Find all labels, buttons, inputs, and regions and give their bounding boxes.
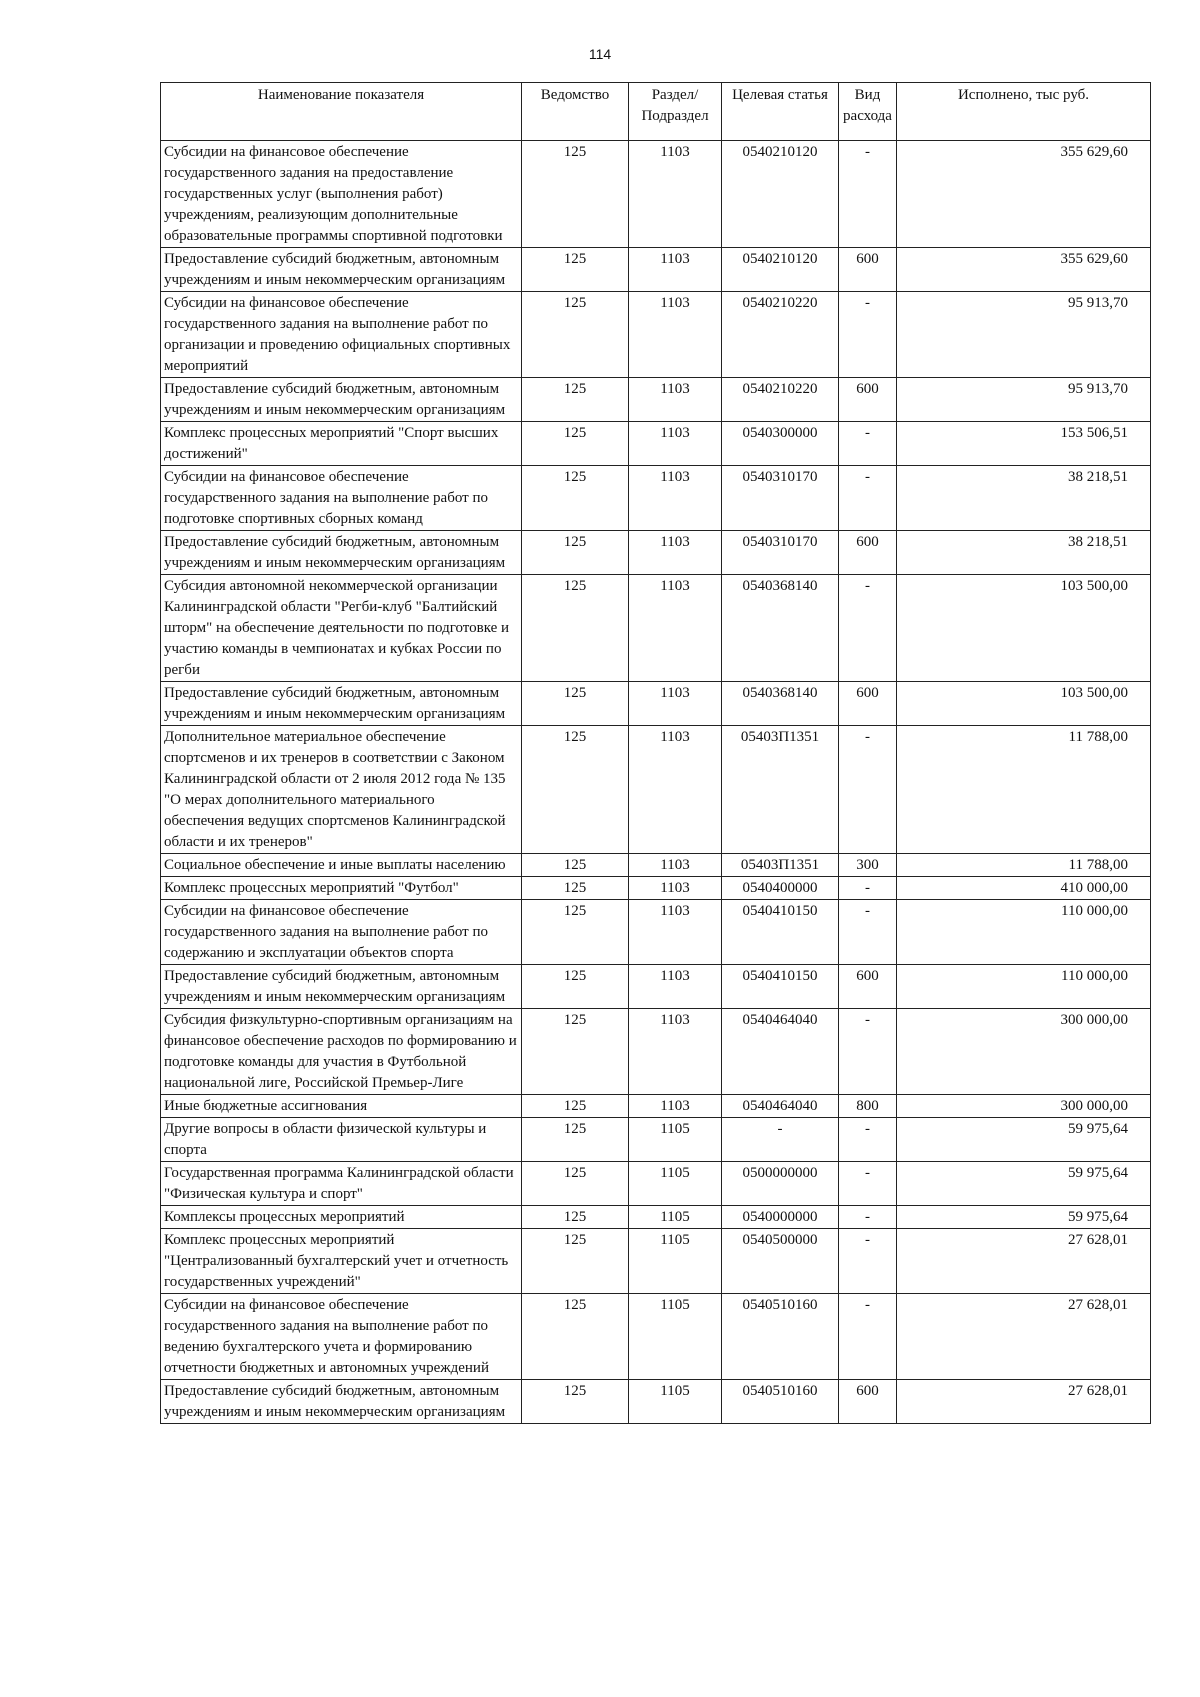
cell-dept: 125 <box>522 1095 629 1118</box>
cell-name: Субсидии на финансовое обеспечение государственного задания на выполнение работ по организации и проведению официальных спортивных мероприятий <box>161 292 522 378</box>
cell-amount: 27 628,01 <box>897 1229 1151 1294</box>
cell-expense: 300 <box>839 854 897 877</box>
table-row <box>161 877 1151 900</box>
cell-amount: 38 218,51 <box>897 466 1151 531</box>
cell-name: Комплекс процессных мероприятий "Спорт высших достижений" <box>161 422 522 466</box>
cell-expense: - <box>839 1229 897 1294</box>
cell-section: 1105 <box>629 1229 722 1294</box>
cell-name: Комплекс процессных мероприятий "Централизованный бухгалтерский учет и отчетность государственных учреждений" <box>161 1229 522 1294</box>
table-row <box>161 1380 1151 1424</box>
cell-target: 0540210120 <box>722 248 839 292</box>
table-row <box>161 900 1151 965</box>
cell-dept: 125 <box>522 965 629 1009</box>
cell-section: 1103 <box>629 531 722 575</box>
table-row <box>161 854 1151 877</box>
cell-name: Субсидия физкультурно-спортивным организациям на финансовое обеспечение расходов по формированию и подготовке команды для участия в Футбольной национальной лиге, Российской Премьер-Лиге <box>161 1009 522 1095</box>
cell-amount: 95 913,70 <box>897 292 1151 378</box>
cell-target: 0540210220 <box>722 378 839 422</box>
cell-expense: - <box>839 575 897 682</box>
cell-amount: 59 975,64 <box>897 1206 1151 1229</box>
table-row <box>161 531 1151 575</box>
cell-dept: 125 <box>522 1206 629 1229</box>
cell-dept: 125 <box>522 1118 629 1162</box>
table-row <box>161 141 1151 248</box>
cell-target: 0540000000 <box>722 1206 839 1229</box>
cell-amount: 103 500,00 <box>897 682 1151 726</box>
cell-expense: 600 <box>839 531 897 575</box>
cell-name: Субсидии на финансовое обеспечение государственного задания на выполнение работ по содержанию и эксплуатации объектов спорта <box>161 900 522 965</box>
table-row <box>161 378 1151 422</box>
cell-expense: - <box>839 422 897 466</box>
cell-amount: 95 913,70 <box>897 378 1151 422</box>
cell-section: 1103 <box>629 877 722 900</box>
table-row <box>161 726 1151 854</box>
cell-target: 0540510160 <box>722 1380 839 1424</box>
cell-dept: 125 <box>522 575 629 682</box>
cell-dept: 125 <box>522 292 629 378</box>
cell-target: 0540210120 <box>722 141 839 248</box>
cell-section: 1103 <box>629 466 722 531</box>
cell-expense: - <box>839 141 897 248</box>
cell-target: 0540464040 <box>722 1095 839 1118</box>
cell-section: 1103 <box>629 726 722 854</box>
cell-name: Субсидии на финансовое обеспечение государственного задания на выполнение работ по ведению бухгалтерского учета и формированию отчетности бюджетных и автономных учреждений <box>161 1294 522 1380</box>
cell-target: 0540210220 <box>722 292 839 378</box>
cell-name: Предоставление субсидий бюджетным, автономным учреждениям и иным некоммерческим организациям <box>161 378 522 422</box>
cell-dept: 125 <box>522 466 629 531</box>
table-row <box>161 466 1151 531</box>
cell-amount: 300 000,00 <box>897 1095 1151 1118</box>
cell-expense: - <box>839 292 897 378</box>
cell-section: 1105 <box>629 1118 722 1162</box>
cell-section: 1103 <box>629 854 722 877</box>
cell-expense: 600 <box>839 378 897 422</box>
budget-table <box>160 82 1151 1424</box>
cell-target: 0540464040 <box>722 1009 839 1095</box>
cell-target: 0540310170 <box>722 531 839 575</box>
cell-expense: 600 <box>839 965 897 1009</box>
cell-amount: 11 788,00 <box>897 726 1151 854</box>
table-row <box>161 248 1151 292</box>
cell-name: Субсидии на финансовое обеспечение государственного задания на предоставление государственных услуг (выполнения работ) учреждениям, реализующим дополнительные образовательные программы спортивной подготовки <box>161 141 522 248</box>
cell-target: 0540410150 <box>722 965 839 1009</box>
cell-dept: 125 <box>522 726 629 854</box>
cell-dept: 125 <box>522 900 629 965</box>
cell-dept: 125 <box>522 422 629 466</box>
header-name: Наименование показателя <box>161 83 522 141</box>
cell-target: 0540500000 <box>722 1229 839 1294</box>
header-amount: Исполнено, тыс руб. <box>897 83 1151 141</box>
cell-dept: 125 <box>522 1380 629 1424</box>
cell-name: Предоставление субсидий бюджетным, автономным учреждениям и иным некоммерческим организациям <box>161 682 522 726</box>
cell-amount: 27 628,01 <box>897 1380 1151 1424</box>
cell-dept: 125 <box>522 1009 629 1095</box>
table-row <box>161 575 1151 682</box>
header-target: Целевая статья <box>722 83 839 141</box>
cell-amount: 38 218,51 <box>897 531 1151 575</box>
table-row <box>161 965 1151 1009</box>
cell-expense: - <box>839 1009 897 1095</box>
table-row <box>161 1294 1151 1380</box>
cell-expense: 800 <box>839 1095 897 1118</box>
cell-amount: 355 629,60 <box>897 248 1151 292</box>
cell-amount: 103 500,00 <box>897 575 1151 682</box>
cell-amount: 110 000,00 <box>897 965 1151 1009</box>
header-expense: Вид расхода <box>839 83 897 141</box>
cell-dept: 125 <box>522 531 629 575</box>
page-number: 114 <box>588 46 612 62</box>
cell-section: 1103 <box>629 682 722 726</box>
cell-expense: 600 <box>839 1380 897 1424</box>
cell-name: Государственная программа Калининградской области "Физическая культура и спорт" <box>161 1162 522 1206</box>
cell-dept: 125 <box>522 682 629 726</box>
cell-amount: 110 000,00 <box>897 900 1151 965</box>
cell-expense: - <box>839 877 897 900</box>
cell-name: Комплекс процессных мероприятий "Футбол" <box>161 877 522 900</box>
cell-dept: 125 <box>522 1162 629 1206</box>
cell-section: 1103 <box>629 575 722 682</box>
cell-target: 0540410150 <box>722 900 839 965</box>
cell-target: 0500000000 <box>722 1162 839 1206</box>
table-row <box>161 682 1151 726</box>
cell-name: Предоставление субсидий бюджетным, автономным учреждениям и иным некоммерческим организациям <box>161 1380 522 1424</box>
cell-expense: - <box>839 1118 897 1162</box>
table-row <box>161 292 1151 378</box>
cell-name: Субсидия автономной некоммерческой организации Калининградской области "Регби-клуб "Балтийский шторм" на обеспечение деятельности по подготовке и участию команды в чемпионатах и кубках России по регби <box>161 575 522 682</box>
cell-section: 1103 <box>629 965 722 1009</box>
cell-target: 0540368140 <box>722 682 839 726</box>
cell-name: Комплексы процессных мероприятий <box>161 1206 522 1229</box>
cell-target: - <box>722 1118 839 1162</box>
cell-amount: 59 975,64 <box>897 1162 1151 1206</box>
cell-target: 0540368140 <box>722 575 839 682</box>
header-dept: Ведомство <box>522 83 629 141</box>
cell-section: 1103 <box>629 141 722 248</box>
cell-target: 0540310170 <box>722 466 839 531</box>
cell-section: 1105 <box>629 1380 722 1424</box>
cell-section: 1103 <box>629 248 722 292</box>
cell-amount: 59 975,64 <box>897 1118 1151 1162</box>
cell-expense: - <box>839 726 897 854</box>
cell-target: 0540400000 <box>722 877 839 900</box>
cell-target: 05403П1351 <box>722 854 839 877</box>
cell-expense: - <box>839 1206 897 1229</box>
cell-amount: 300 000,00 <box>897 1009 1151 1095</box>
cell-name: Дополнительное материальное обеспечение спортсменов и их тренеров в соответствии с Законом Калининградской области от 2 июля 2012 года № 135 "О мерах дополнительного материального обеспечения ведущих спортсменов Калининградской области и их тренеров" <box>161 726 522 854</box>
table-row <box>161 1229 1151 1294</box>
cell-section: 1105 <box>629 1206 722 1229</box>
table-row <box>161 1162 1151 1206</box>
cell-section: 1103 <box>629 378 722 422</box>
cell-expense: - <box>839 1294 897 1380</box>
cell-section: 1105 <box>629 1162 722 1206</box>
cell-section: 1103 <box>629 292 722 378</box>
cell-section: 1105 <box>629 1294 722 1380</box>
cell-amount: 355 629,60 <box>897 141 1151 248</box>
cell-name: Иные бюджетные ассигнования <box>161 1095 522 1118</box>
cell-dept: 125 <box>522 877 629 900</box>
cell-name: Социальное обеспечение и иные выплаты населению <box>161 854 522 877</box>
cell-dept: 125 <box>522 1294 629 1380</box>
cell-name: Предоставление субсидий бюджетным, автономным учреждениям и иным некоммерческим организациям <box>161 965 522 1009</box>
cell-name: Предоставление субсидий бюджетным, автономным учреждениям и иным некоммерческим организациям <box>161 248 522 292</box>
cell-expense: - <box>839 1162 897 1206</box>
table-row <box>161 1206 1151 1229</box>
cell-dept: 125 <box>522 248 629 292</box>
cell-dept: 125 <box>522 378 629 422</box>
cell-target: 05403П1351 <box>722 726 839 854</box>
cell-target: 0540510160 <box>722 1294 839 1380</box>
cell-dept: 125 <box>522 854 629 877</box>
cell-section: 1103 <box>629 900 722 965</box>
cell-expense: - <box>839 900 897 965</box>
table-row <box>161 1009 1151 1095</box>
cell-name: Предоставление субсидий бюджетным, автономным учреждениям и иным некоммерческим организациям <box>161 531 522 575</box>
cell-dept: 125 <box>522 141 629 248</box>
cell-expense: - <box>839 466 897 531</box>
cell-amount: 153 506,51 <box>897 422 1151 466</box>
cell-section: 1103 <box>629 422 722 466</box>
cell-amount: 410 000,00 <box>897 877 1151 900</box>
cell-expense: 600 <box>839 682 897 726</box>
cell-name: Субсидии на финансовое обеспечение государственного задания на выполнение работ по подготовке спортивных сборных команд <box>161 466 522 531</box>
table-row <box>161 422 1151 466</box>
table-body <box>161 141 1151 1424</box>
cell-amount: 11 788,00 <box>897 854 1151 877</box>
cell-dept: 125 <box>522 1229 629 1294</box>
header-section: Раздел/ Подраздел <box>629 83 722 141</box>
cell-name: Другие вопросы в области физической культуры и спорта <box>161 1118 522 1162</box>
header-row <box>161 83 1151 141</box>
cell-section: 1103 <box>629 1009 722 1095</box>
cell-amount: 27 628,01 <box>897 1294 1151 1380</box>
cell-section: 1103 <box>629 1095 722 1118</box>
cell-target: 0540300000 <box>722 422 839 466</box>
cell-expense: 600 <box>839 248 897 292</box>
table-row <box>161 1118 1151 1162</box>
table-row <box>161 1095 1151 1118</box>
